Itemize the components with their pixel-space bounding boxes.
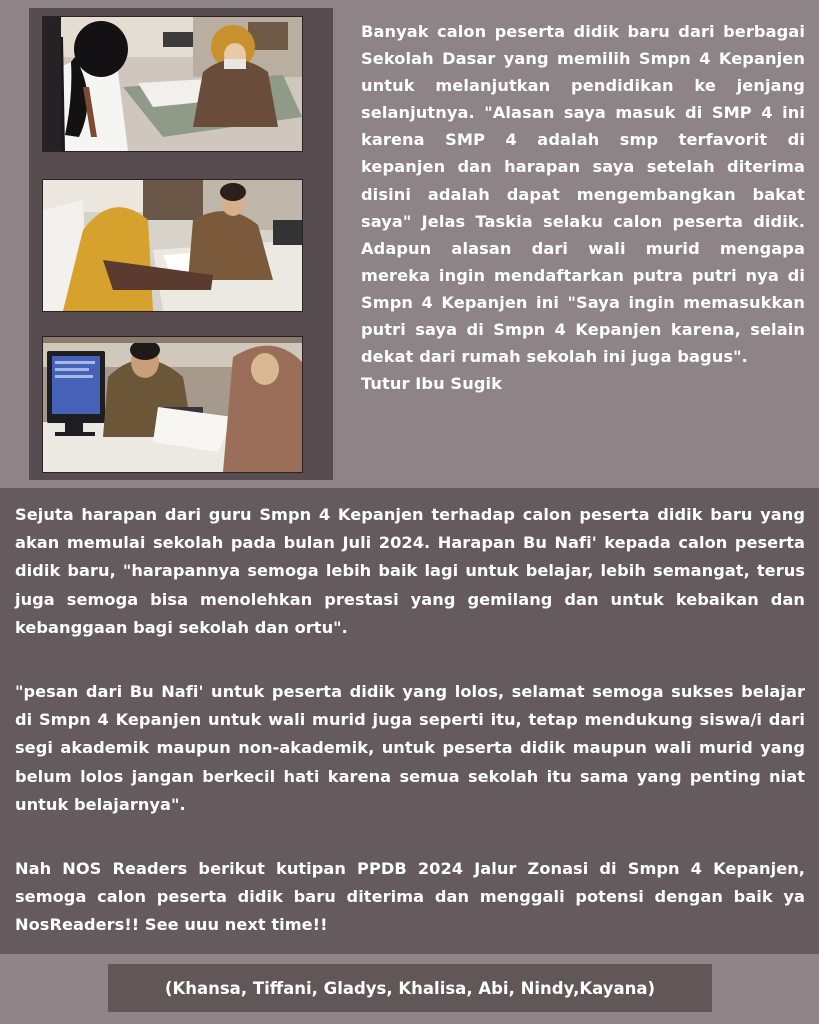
intro-text: Banyak calon peserta didik baru dari berbagai Sekolah Dasar yang memilih Smpn 4 Kepanjen untuk melanjutkan pendidikan ke jenjang selanjutnya. "Alasan saya masuk di SMP 4 ini karena SMP 4 adalah smp terfavorit di kepanjen dan harapan saya setelah diterima disini adalah dapat mengembangkan bakat saya" Jelas Taskia selaku calon peserta didik. Adapun alasan dari wali murid mengapa mereka ingin mendaftarkan putra putri nya di Smpn 4 Kepanjen ini "Saya ingin memasukkan putri saya di Smpn 4 Kepanjen karena, selain dekat dari rumah sekolah ini juga bagus". (361, 22, 805, 367)
top-panel (0, 0, 819, 488)
teacher-message-paragraph: "pesan dari Bu Nafi' untuk peserta didik yang lolos, selamat semoga sukses belajar di Smpn 4 Kepanjen untuk wali murid juga seperti itu, tetap mendukung siswa/i dari segi akademik maupun non-akademik, untuk peserta didik maupun wali murid yang belum lolos jangan berkecil hati karena semua sekolah itu sama yang penting niat untuk belajarnya". (15, 682, 805, 814)
registration-photo-1 (42, 16, 303, 152)
photo-strip (29, 8, 333, 480)
registration-photo-2 (42, 179, 303, 312)
intro-paragraph (361, 18, 805, 397)
credits-box (108, 964, 712, 1012)
closing-paragraph: Nah NOS Readers berikut kutipan PPDB 2024 Jalur Zonasi di Smpn 4 Kepanjen, semoga calon peserta didik baru diterima dan menggali potensi dengan baik ya NosReaders!! See uuu next time!! (15, 859, 805, 935)
intro-attribution: Tutur Ibu Sugik (361, 374, 503, 394)
main-panel (0, 488, 819, 954)
registration-photo-3 (42, 336, 303, 473)
credits-text: (Khansa, Tiffani, Gladys, Khalisa, Abi, Nindy,Kayana) (164, 978, 656, 998)
teacher-hope-paragraph: Sejuta harapan dari guru Smpn 4 Kepanjen terhadap calon peserta didik baru yang akan memulai sekolah pada bulan Juli 2024. Harapan Bu Nafi' kepada calon peserta didik baru, "harapannya semoga lebih baik lagi untuk belajar, lebih semangat, terus juga semoga bisa menolehkan prestasi yang gemilang dan untuk kebaikan dan kebanggaan bagi sekolah dan ortu". (15, 505, 805, 637)
